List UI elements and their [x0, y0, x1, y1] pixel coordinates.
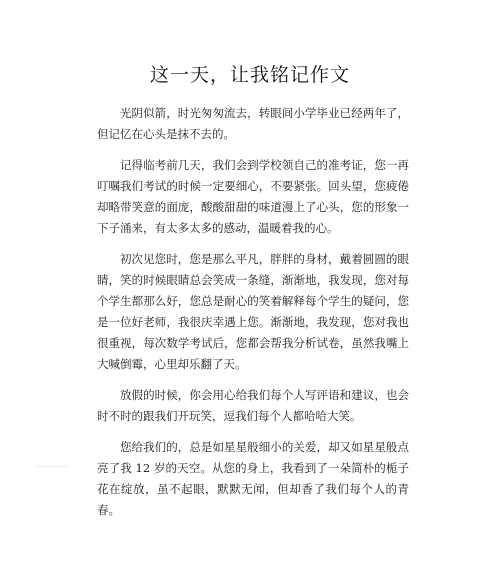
- paragraph-1: 光阴似箭，时光匆匆流去，转眼间小学毕业已经两年了，但记忆在心头是抹不去的。: [97, 106, 409, 141]
- paragraph-4: 放假的时候，你会用心给我们每个人写评语和建议，也会时不时的跟我们开玩笑，逗我们每个人都哈哈大笑。: [97, 388, 409, 423]
- paragraph-5: 您给我们的，总是如星星般细小的关爱，却又如星星般点亮了我 12 岁的天空。从您的身上，我看到了一朵简朴的栀子花在绽放，虽不起眼，默默无闻，但却香了我们每个人的青春。: [97, 440, 409, 517]
- document-body: [97, 103, 409, 531]
- paragraph-2: 记得临考前几天，我们会到学校领自己的准考证，您一再叮嘱我们考试的时候一定要细心，不要紧张。回头望，您疲倦却略带笑意的面庞，酸酸甜甜的味道漫上了心头，您的形象一下子涌来，有太多太多的感动，温暖着我的心。: [97, 158, 409, 235]
- paragraph-3: 初次见您时，您是那么平凡，胖胖的身材，戴着圆圆的眼睛，笑的时候眼睛总会笑成一条缝，渐渐地，我发现，您对每个学生都那么好，您总是耐心的笑着解释每个学生的疑问，您是一位好老师，我很庆幸遇上您。渐渐地，我发现，您对我也很重视，每次数学考试后，您都会帮我分析试卷，虽然我嘴上大喊倒霉，心里却乐翻了天。: [97, 252, 409, 371]
- document-title: 这一天，让我铭记作文: [149, 64, 350, 86]
- faint-divider: [36, 466, 68, 467]
